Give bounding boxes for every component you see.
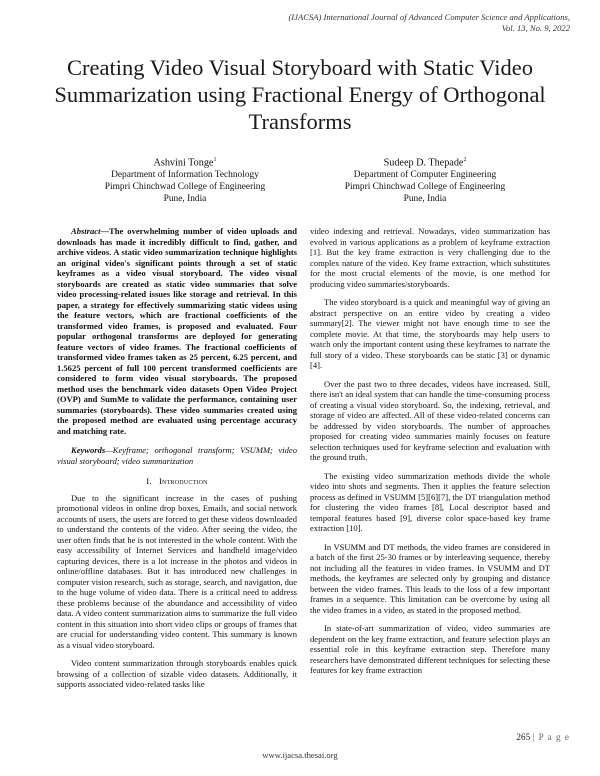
journal-name: (IJACSA) International Journal of Advanced Computer Science and Applications,	[288, 12, 570, 22]
footer-url[interactable]: www.ijacsa.thesai.org	[262, 750, 338, 760]
journal-header	[210, 12, 570, 34]
author-1-loc: Pune, India	[163, 193, 207, 204]
abstract	[57, 226, 297, 436]
paragraph: The video storyboard is a quick and meaningful way of giving an abstract perspective on an entire video by creating a video summary[2]. The viewer might not have enough time to see the complete movie. At that time, the storyboards may help users to watch only the important content using these keyframes to narrate the full story of a video. These storyboards can be static [3] or dynamic [4].	[310, 297, 550, 370]
section-title: Introduction	[159, 476, 208, 486]
author-1-dept: Department of Information Technology	[111, 170, 259, 181]
paragraph: Over the past two to three decades, videos have increased. Still, there isn't an ideal system that can handle the time-consuming process of creating a visual video storyboard. So, the indexing, retrieval, and storage of video are affected. All of these video-related concerns can be addressed by video storyboards. The number of approaches proposed for creating video summaries mainly focuses on feature selection techniques used for keyframe selection and evaluation with the ground truth.	[310, 378, 550, 462]
page-number	[516, 732, 570, 742]
abstract-label: Abstract	[71, 226, 101, 236]
author-2-name: Sudeep D. Thepade	[383, 157, 464, 169]
paragraph: Due to the significant increase in the cases of pushing promotional videos in online drop boxes, Emails, and social network accounts of users, the users are forced to get these videos downloaded to understand the contents of the video. After seeing the video, the user often finds that he is not interested in the whole content. With the easy accessibility of Internet Services and handheld image/video capturing devices, there is a lot increase in the photos and videos in online/offline databases. But it has introduced new challenges in computer vision research, such as storage, search, and navigation, due to the huge volume of video data. There is a critical need to address these problems because of the abundance and accessibility of video data. A video content summarization aims to summarize the full video content in this situation into short video clips or groups of frames that are crucial for understanding video content. This summary is known as a visual video storyboard.	[57, 492, 297, 650]
paragraph: The existing video summarization methods divide the whole video into shots and segments. Then it applies the feature selection process as defined in VSUMM [5][6][7], the DT triangulation method for clustering the video frames [8], Local descriptor based and temporal features based [9], diverse color space-based key frame extraction [10].	[310, 470, 550, 533]
author-2	[300, 153, 550, 205]
left-column	[57, 226, 297, 698]
abstract-text: —The overwhelming number of video uploads and downloads has made it incredibly difficult to find, gather, and archive videos. A static video summarization technique highlights an original video's significant points through a set of static keyframes as a video visual storyboard. The video visual storyboards are created as static video summaries that solve video processing-related issues like storage and retrieval. In this paper, a strategy for effectively summarizing static videos using the feature vectors, which are fractional coefficients of the transformed video frames, is proposed and evaluated. Four popular orthogonal transforms are deployed for generating feature vectors of video frames. The fractional coefficients of transformed video frames taken as 25 percent, 6.25 percent, and 1.5625 percent of full 100 percent transformed coefficients are considered to form video visual storyboards. The proposed method uses the benchmark video datasets Open Video Project (OVP) and SumMe to validate the performance, containing user summaries (storyboards). These video summaries created using the proposed method are evaluated using percentage accuracy and matching rate.	[57, 226, 297, 436]
author-2-dept: Department of Computer Engineering	[353, 170, 497, 181]
paragraph: Video content summarization through storyboards enables quick browsing of a collection of sizable video datasets. Additionally, it supports associated video-related tasks like	[57, 658, 297, 689]
section-number: I.	[146, 476, 152, 486]
page-label: | P a g e	[532, 732, 570, 742]
section-heading	[57, 476, 297, 487]
keywords	[57, 445, 297, 466]
right-column	[310, 226, 550, 684]
paragraph: In VSUMM and DT methods, the video frames are considered in a batch of the first 25-30 frames or by interleaving sequence, thereby not including all the features in video frames. In VSUMM and DT methods, the keyframes are selected only by grouping and distance between the video frames. This leads to the loss of a few important frames in a sequence. This limitation can be overcome by using all the video frames in a video, as stated in the proposed method.	[310, 541, 550, 615]
paragraph: video indexing and retrieval. Nowadays, video summarization has evolved in various applications as a problem of keyframe extraction [1]. But the key frame extraction is very challenging due to the complex nature of the video. Key frame extraction, which substitutes for the most crucial elements of the movie, is one method for producing video summaries/storyboards.	[310, 226, 550, 289]
author-1-sup: 1	[213, 157, 217, 163]
paragraph: In state-of-art summarization of video, video summaries are dependent on the key frame extraction, and feature selection plays an essential role in this keyframe extraction step. Therefore many researchers have demonstrated different techniques for selecting these features for key frame extraction	[310, 623, 550, 675]
author-1	[60, 153, 310, 205]
author-2-loc: Pune, India	[403, 193, 447, 204]
keywords-label: Keywords	[71, 445, 106, 455]
keywords-text: —Keyframe; orthogonal transform; VSUMM; video visual storyboard; video summarization	[57, 445, 297, 466]
author-1-inst: Pimpri Chinchwad College of Engineering	[104, 181, 266, 192]
paper-title: Creating Video Visual Storyboard with Static Video Summarization using Fractional Energy of Orthogonal Transforms	[54, 55, 546, 134]
author-2-sup: 2	[463, 157, 467, 163]
page-number-value: 265	[516, 732, 531, 742]
author-2-inst: Pimpri Chinchwad College of Engineering	[344, 181, 506, 192]
author-1-name: Ashvini Tonge	[153, 157, 214, 169]
journal-volume: Vol. 13, No. 9, 2022	[501, 23, 570, 33]
